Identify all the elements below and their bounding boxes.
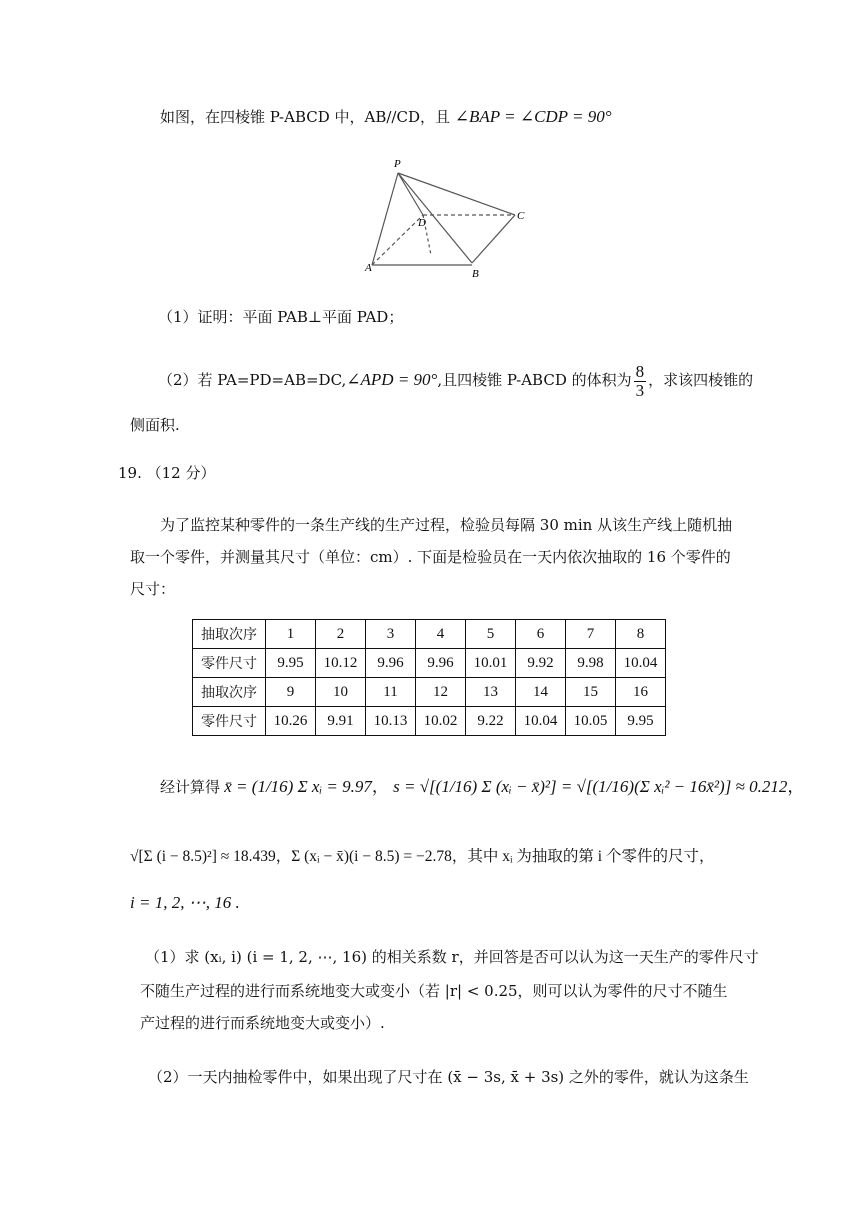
label-d: D	[418, 217, 426, 229]
q2-text-a: （2）若 PA=PD=AB=DC,	[158, 371, 347, 389]
problem19-para-1: 为了监控某种零件的一条生产线的生产过程，检验员每隔 30 min 从该生产线上随机抽	[160, 516, 733, 534]
table-cell: 9.91	[316, 707, 366, 736]
label-p: P	[394, 158, 401, 170]
problem-score: （12 分）	[146, 464, 216, 482]
table-cell: 7	[566, 620, 616, 649]
table-cell: 1	[266, 620, 316, 649]
table-cell: 2	[316, 620, 366, 649]
q2-angle: ∠APD = 90°	[346, 370, 438, 389]
table-row	[193, 707, 666, 736]
volume-fraction	[634, 363, 647, 400]
table-cell: 9.22	[466, 707, 516, 736]
table-cell: 9.98	[566, 649, 616, 678]
table-row	[193, 678, 666, 707]
table-cell: 9.96	[366, 649, 416, 678]
table-cell: 9.95	[266, 649, 316, 678]
pyramid-figure	[355, 155, 555, 280]
problem19-para-2: 取一个零件，并测量其尺寸（单位：cm）. 下面是检验员在一天内依次抽取的 16 个零件的	[130, 548, 731, 566]
table-row-header: 零件尺寸	[193, 649, 266, 678]
fraction-denominator: 3	[635, 380, 645, 400]
table-row	[193, 649, 666, 678]
calc-line-1: 经计算得 x̄ = (1/16) Σ xᵢ = 9.97， s = √[(1/16) Σ (xᵢ − x̄)²] = √[(1/16)(Σ xᵢ² − 16x̄²)] ≈ 0.212，	[160, 777, 805, 796]
problem18-intro	[160, 106, 612, 128]
q2-text-b: ,且四棱锥 P-ABCD 的体积为	[437, 371, 632, 389]
table-cell: 9	[266, 678, 316, 707]
calc-prefix: 经计算得	[160, 778, 221, 796]
table-cell: 10.04	[616, 649, 666, 678]
problem19-q1-line2: 不随生产过程的进行而系统地变大或变小（若 |r| < 0.25，则可以认为零件的尺寸不随生	[140, 982, 728, 1000]
problem19-q2-line1: （2）一天内抽检零件中，如果出现了尺寸在 (x̄ − 3s, x̄ + 3s) 之外的零件，就认为这条生	[148, 1068, 749, 1086]
table-cell: 10.05	[566, 707, 616, 736]
table-cell: 12	[416, 678, 466, 707]
table-cell: 6	[516, 620, 566, 649]
angle-condition: ∠BAP = ∠CDP = 90°	[454, 107, 612, 126]
table-cell: 13	[466, 678, 516, 707]
q2-text-c: ，求该四棱锥的	[648, 371, 754, 389]
calc-mean: x̄ = (1/16) Σ xᵢ = 9.97	[224, 777, 372, 796]
problem18-q2-cont: 侧面积.	[130, 416, 180, 434]
table-cell: 5	[466, 620, 516, 649]
problem18-q2	[158, 360, 753, 400]
table-cell: 4	[416, 620, 466, 649]
table-cell: 9.92	[516, 649, 566, 678]
intro-text: 如图，在四棱锥 P-ABCD 中，AB//CD，且	[160, 108, 450, 126]
fraction-numerator: 8	[635, 361, 645, 381]
table-row	[193, 620, 666, 649]
label-a: A	[365, 262, 372, 274]
table-row-header: 抽取次序	[193, 620, 266, 649]
calc-line-2: √[Σ (i − 8.5)²] ≈ 18.439，Σ (xᵢ − x̄)(i − 8.5) = −2.78，其中 xᵢ 为抽取的第 i 个零件的尺寸，	[130, 848, 715, 865]
calc-line-3: i = 1, 2, ⋯, 16 .	[130, 893, 240, 912]
table-cell: 10.02	[416, 707, 466, 736]
problem19-q1-line1: （1）求 (xᵢ, i) (i = 1, 2, ⋯, 16) 的相关系数 r，并回答是否可以认为这一天生产的零件尺寸	[145, 948, 759, 966]
table-cell: 11	[366, 678, 416, 707]
table-cell: 3	[366, 620, 416, 649]
problem19-para-3: 尺寸：	[130, 580, 176, 598]
table-cell: 10.04	[516, 707, 566, 736]
table-cell: 10.26	[266, 707, 316, 736]
problem19-q1-line3: 产过程的进行而系统地变大或变小）.	[140, 1014, 385, 1032]
table-cell: 9.96	[416, 649, 466, 678]
table-cell: 10	[316, 678, 366, 707]
table-row-header: 抽取次序	[193, 678, 266, 707]
measurement-table	[192, 619, 666, 736]
table-cell: 10.12	[316, 649, 366, 678]
label-b: B	[472, 268, 479, 280]
calc-std: s = √[(1/16) Σ (xᵢ − x̄)²] = √[(1/16)(Σ xᵢ² − 16x̄²)] ≈ 0.212	[393, 777, 788, 796]
table-cell: 10.01	[466, 649, 516, 678]
table-cell: 9.95	[616, 707, 666, 736]
table-cell: 10.13	[366, 707, 416, 736]
table-row-header: 零件尺寸	[193, 707, 266, 736]
table-cell: 14	[516, 678, 566, 707]
problem-number: 19.	[118, 464, 142, 482]
table-cell: 16	[616, 678, 666, 707]
table-cell: 15	[566, 678, 616, 707]
problem18-q1: （1）证明：平面 PAB⊥平面 PAD；	[158, 308, 404, 326]
label-c: C	[517, 210, 525, 222]
table-cell: 8	[616, 620, 666, 649]
problem19-header	[118, 462, 216, 484]
